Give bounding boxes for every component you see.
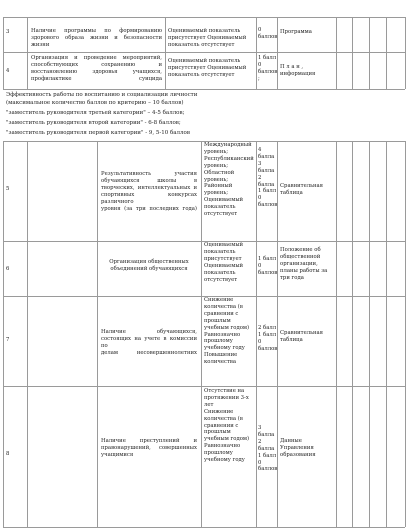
row-number: 6 <box>6 266 10 272</box>
table-rule <box>27 141 28 527</box>
table-rule <box>336 141 337 527</box>
table-rule <box>3 527 405 528</box>
table-rule <box>405 17 406 89</box>
indicator-cell: Международный уровень; Республиканский уровень; Областной уровень; Районный уровень; Оцениваемый показатель отсутствует <box>204 142 254 218</box>
table-rule <box>256 141 257 527</box>
table-rule <box>3 17 405 18</box>
criterion-cell: Наличие программы по формированию здорового образа жизни и безопасности жизни <box>31 28 162 48</box>
points-cell: 1 балл 0 баллов ; <box>258 55 278 82</box>
points-cell: 0 баллов <box>258 27 278 40</box>
row-number: 8 <box>6 451 10 457</box>
section-line: "заместитель руководителя второй категории" - 6-8 баллов; <box>6 120 181 126</box>
indicator-cell: Снижение количества (в сравнении с прошлым учебным годом) Равнозначно прошлому учебному году Повышение количества <box>204 297 250 366</box>
table-rule <box>3 386 405 387</box>
indicator-cell: Оцениваемый показатель присутствует Оцениваемый показатель отсутствует <box>168 58 247 78</box>
table-rule <box>256 17 257 89</box>
evidence-cell: Сравнительная таблица <box>280 183 323 196</box>
indicator-cell: Отсутствие на протяжении 3-х лет Снижение количества (в сравнении с прошлым учебным годом) Равнозначно прошлому учебному году <box>204 388 250 464</box>
table-rule <box>352 141 353 527</box>
evidence-cell: Сравнительная таблица <box>280 330 323 343</box>
section-line: "заместитель руководителя первой категории" - 9, 5-10 баллов <box>6 130 190 136</box>
points-cell: 2 балл 1 балл 0 баллов <box>258 325 278 352</box>
table-rule <box>369 141 370 527</box>
table-rule <box>165 17 166 89</box>
table-rule <box>3 141 4 527</box>
indicator-cell: Оцениваемый показатель присутствует Оцениваемый показатель отсутствует <box>204 242 244 283</box>
criterion-cell: Организация и проведение мероприятий, способствующих сохранению и восстановлению здоровья учащихся, профилактике суицида <box>31 55 162 82</box>
table-rule <box>277 141 278 527</box>
evidence-cell: Данные Управления образования <box>280 438 316 458</box>
table-rule <box>405 141 406 527</box>
points-cell: 4 балла 3 балла 2 балла 1 балл 0 баллов <box>258 147 278 209</box>
points-cell: 3 балла 2 балла 1 балл 0 баллов <box>258 425 278 473</box>
table-rule <box>3 17 4 89</box>
evidence-cell: Программа <box>280 29 312 35</box>
criterion-cell: Наличие обучающихся, состоящих на учете в комиссии по делам несовершеннолетних <box>101 329 197 356</box>
row-number: 5 <box>6 186 10 192</box>
criterion-cell: Результативность участия обучающихся школы в творческих, интеллектуальных и спортивных конкурсах различного уровня (за три последних года) <box>101 171 197 212</box>
section-line: (максимальное количество баллов по критерию – 10 баллов) <box>6 100 184 106</box>
indicator-cell: Оцениваемый показатель присутствует Оцениваемый показатель отсутствует <box>168 28 247 48</box>
table-rule <box>27 17 28 89</box>
evidence-cell: Положение об общественной организации, планы работы за три года <box>280 247 328 281</box>
table-rule <box>336 17 337 89</box>
table-rule <box>277 17 278 89</box>
evidence-cell: П л а н , информация <box>280 64 316 77</box>
table-rule <box>369 17 370 89</box>
table-rule <box>386 141 387 527</box>
table-rule <box>3 89 405 90</box>
table-rule <box>201 141 202 527</box>
row-number: 3 <box>6 29 10 35</box>
table-rule <box>352 17 353 89</box>
criterion-cell: Организация общественных объединений обучающихся <box>109 259 189 272</box>
row-number: 7 <box>6 337 10 343</box>
table-rule <box>386 17 387 89</box>
section-line: "заместитель руководителя третьей категории" – 4-5 баллов; <box>6 110 185 116</box>
points-cell: 1 балл 0 баллов <box>258 256 278 276</box>
table-rule <box>3 52 405 53</box>
row-number: 4 <box>6 68 10 74</box>
criterion-cell: Наличие преступлений и правонарушений, совершенных учащимися <box>101 438 197 458</box>
table-rule <box>97 141 98 527</box>
section-title: Эффективность работы по воспитанию и социализации личности <box>6 92 198 98</box>
